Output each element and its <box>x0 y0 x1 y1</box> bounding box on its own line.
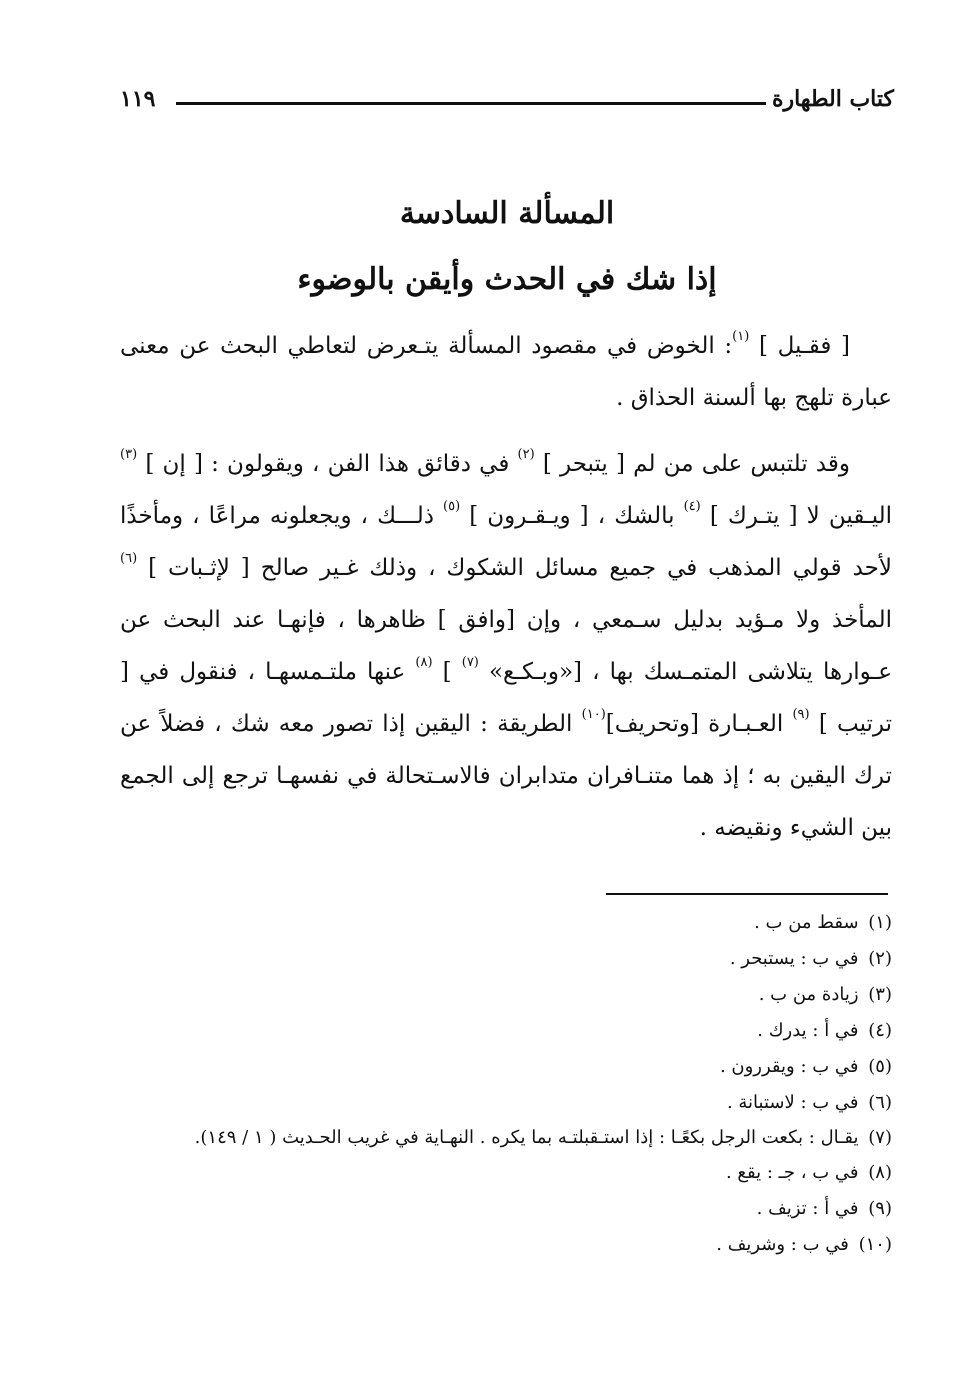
footnote-number: (٧) <box>868 1127 892 1148</box>
footnote-item <box>120 977 892 1013</box>
footnote-number: (٢) <box>868 948 892 969</box>
footnote-item <box>120 1121 892 1155</box>
footnote-text: في ب : وشريف . <box>716 1234 849 1255</box>
footnotes <box>120 905 892 1263</box>
text-run: الطريقة : اليقين إذا تصور معه شك ، فضلاً عن ترك اليقين به ؛ إذ هما متنـافران متدابران فالاسـتحالة في نفسهـا ترجع إلى الجمع بين الشيء ونقيضه . <box>120 711 892 841</box>
footnote-item <box>120 1049 892 1085</box>
footnote-separator <box>606 893 888 895</box>
footnote-text: في أ : يدرك . <box>757 1020 859 1041</box>
text-run: ذلـــك ، ويجعلونه مراعًا ، ومأخذًا لأحد قولي المذهب في جميع مسائل الشكوك ، وذلك غـير صالح [ لإثـبات ] <box>120 503 893 581</box>
text-run: اليـقين لا [ يتـرك ] <box>709 503 893 529</box>
footnote-text: في ب : يستبحر . <box>729 948 859 969</box>
footnote-text: سقط من ب . <box>754 912 859 933</box>
footnote-item <box>120 1155 892 1191</box>
running-header <box>120 80 894 120</box>
footnote-number: (١٠) <box>858 1234 892 1255</box>
text-run: : الخوض في مقصود المسألة يتـعرض لتعاطي البحث عن معنى عبارة تلهج بها ألسنة الحذاق . <box>120 333 892 411</box>
footnote-number: (٣) <box>868 984 892 1005</box>
footnote-text: في ب : ويقررون . <box>719 1056 859 1077</box>
header-rule <box>176 102 766 105</box>
text-run: العـبـارة [وتحريف] <box>605 711 784 737</box>
text-run: [ فقـيل ] <box>758 333 850 359</box>
footnote-item <box>120 905 892 941</box>
paragraph-1 <box>120 320 892 424</box>
footnote-ref: (٢) <box>517 447 535 463</box>
footnote-text: في ب : لاستبانة . <box>726 1092 859 1113</box>
footnote-ref: (٨) <box>415 655 433 671</box>
footnote-ref: (٧) <box>461 655 479 671</box>
footnote-ref: (١) <box>732 329 750 345</box>
section-subtitle: إذا شك في الحدث وأيقن بالوضوء <box>297 262 717 297</box>
text-run: المأخذ ولا مـؤيد بدليل سـمعي ، وإن [وافق ] ظاهرها ، فإنهـا عند البحث عن عـوارها يتلاشى المتمـسك بها ، [«وبـكـع» <box>120 607 893 685</box>
footnote-ref: (١٠) <box>581 707 606 723</box>
footnote-ref: (٥) <box>443 499 461 515</box>
footnote-item <box>120 1191 892 1227</box>
text-run: بالشك ، [ ويـقـرون ] <box>469 503 675 529</box>
body-text <box>120 320 892 854</box>
section-title: المسألة السادسة <box>399 196 615 231</box>
footnote-number: (٩) <box>868 1198 892 1219</box>
footnote-ref: (٩) <box>792 707 810 723</box>
text-run: ] <box>442 659 452 685</box>
footnote-item <box>120 1227 892 1263</box>
footnote-number: (٨) <box>868 1162 892 1183</box>
text-run: وقد تلتبس على من لم [ يتبحر ] <box>542 451 850 477</box>
footnote-text: زيادة من ب . <box>758 984 859 1005</box>
footnote-text: في ب ، جـ : يقع . <box>725 1162 859 1183</box>
footnote-item <box>120 1013 892 1049</box>
footnote-text: في أ : تزيف . <box>756 1198 859 1219</box>
book-title: كتاب الطهارة <box>771 86 894 112</box>
paragraph-2 <box>120 438 892 854</box>
footnote-number: (٦) <box>868 1092 892 1113</box>
page-number: ١١٩ <box>120 86 156 112</box>
footnote-text: يقـال : بكعت الرجل بكعًـا : إذا استـقبلتـه بما يكره . النهـاية في غريب الحـديث ( ١ / ١٤٩). <box>194 1127 859 1148</box>
footnote-ref: (٣) <box>120 447 138 463</box>
footnote-item <box>120 941 892 977</box>
footnote-ref: (٤) <box>683 499 701 515</box>
text-run: في دقائق هذا الفن ، ويقولون : [ إن ] <box>145 451 510 477</box>
footnote-number: (٥) <box>868 1056 892 1077</box>
footnote-number: (٤) <box>868 1020 892 1041</box>
text-run: عنها ملتـمسهـا ، فنقول في [ ترتيب ] <box>120 659 893 737</box>
footnote-ref: (٦) <box>120 551 138 567</box>
footnote-number: (١) <box>868 912 892 933</box>
footnote-item <box>120 1085 892 1121</box>
